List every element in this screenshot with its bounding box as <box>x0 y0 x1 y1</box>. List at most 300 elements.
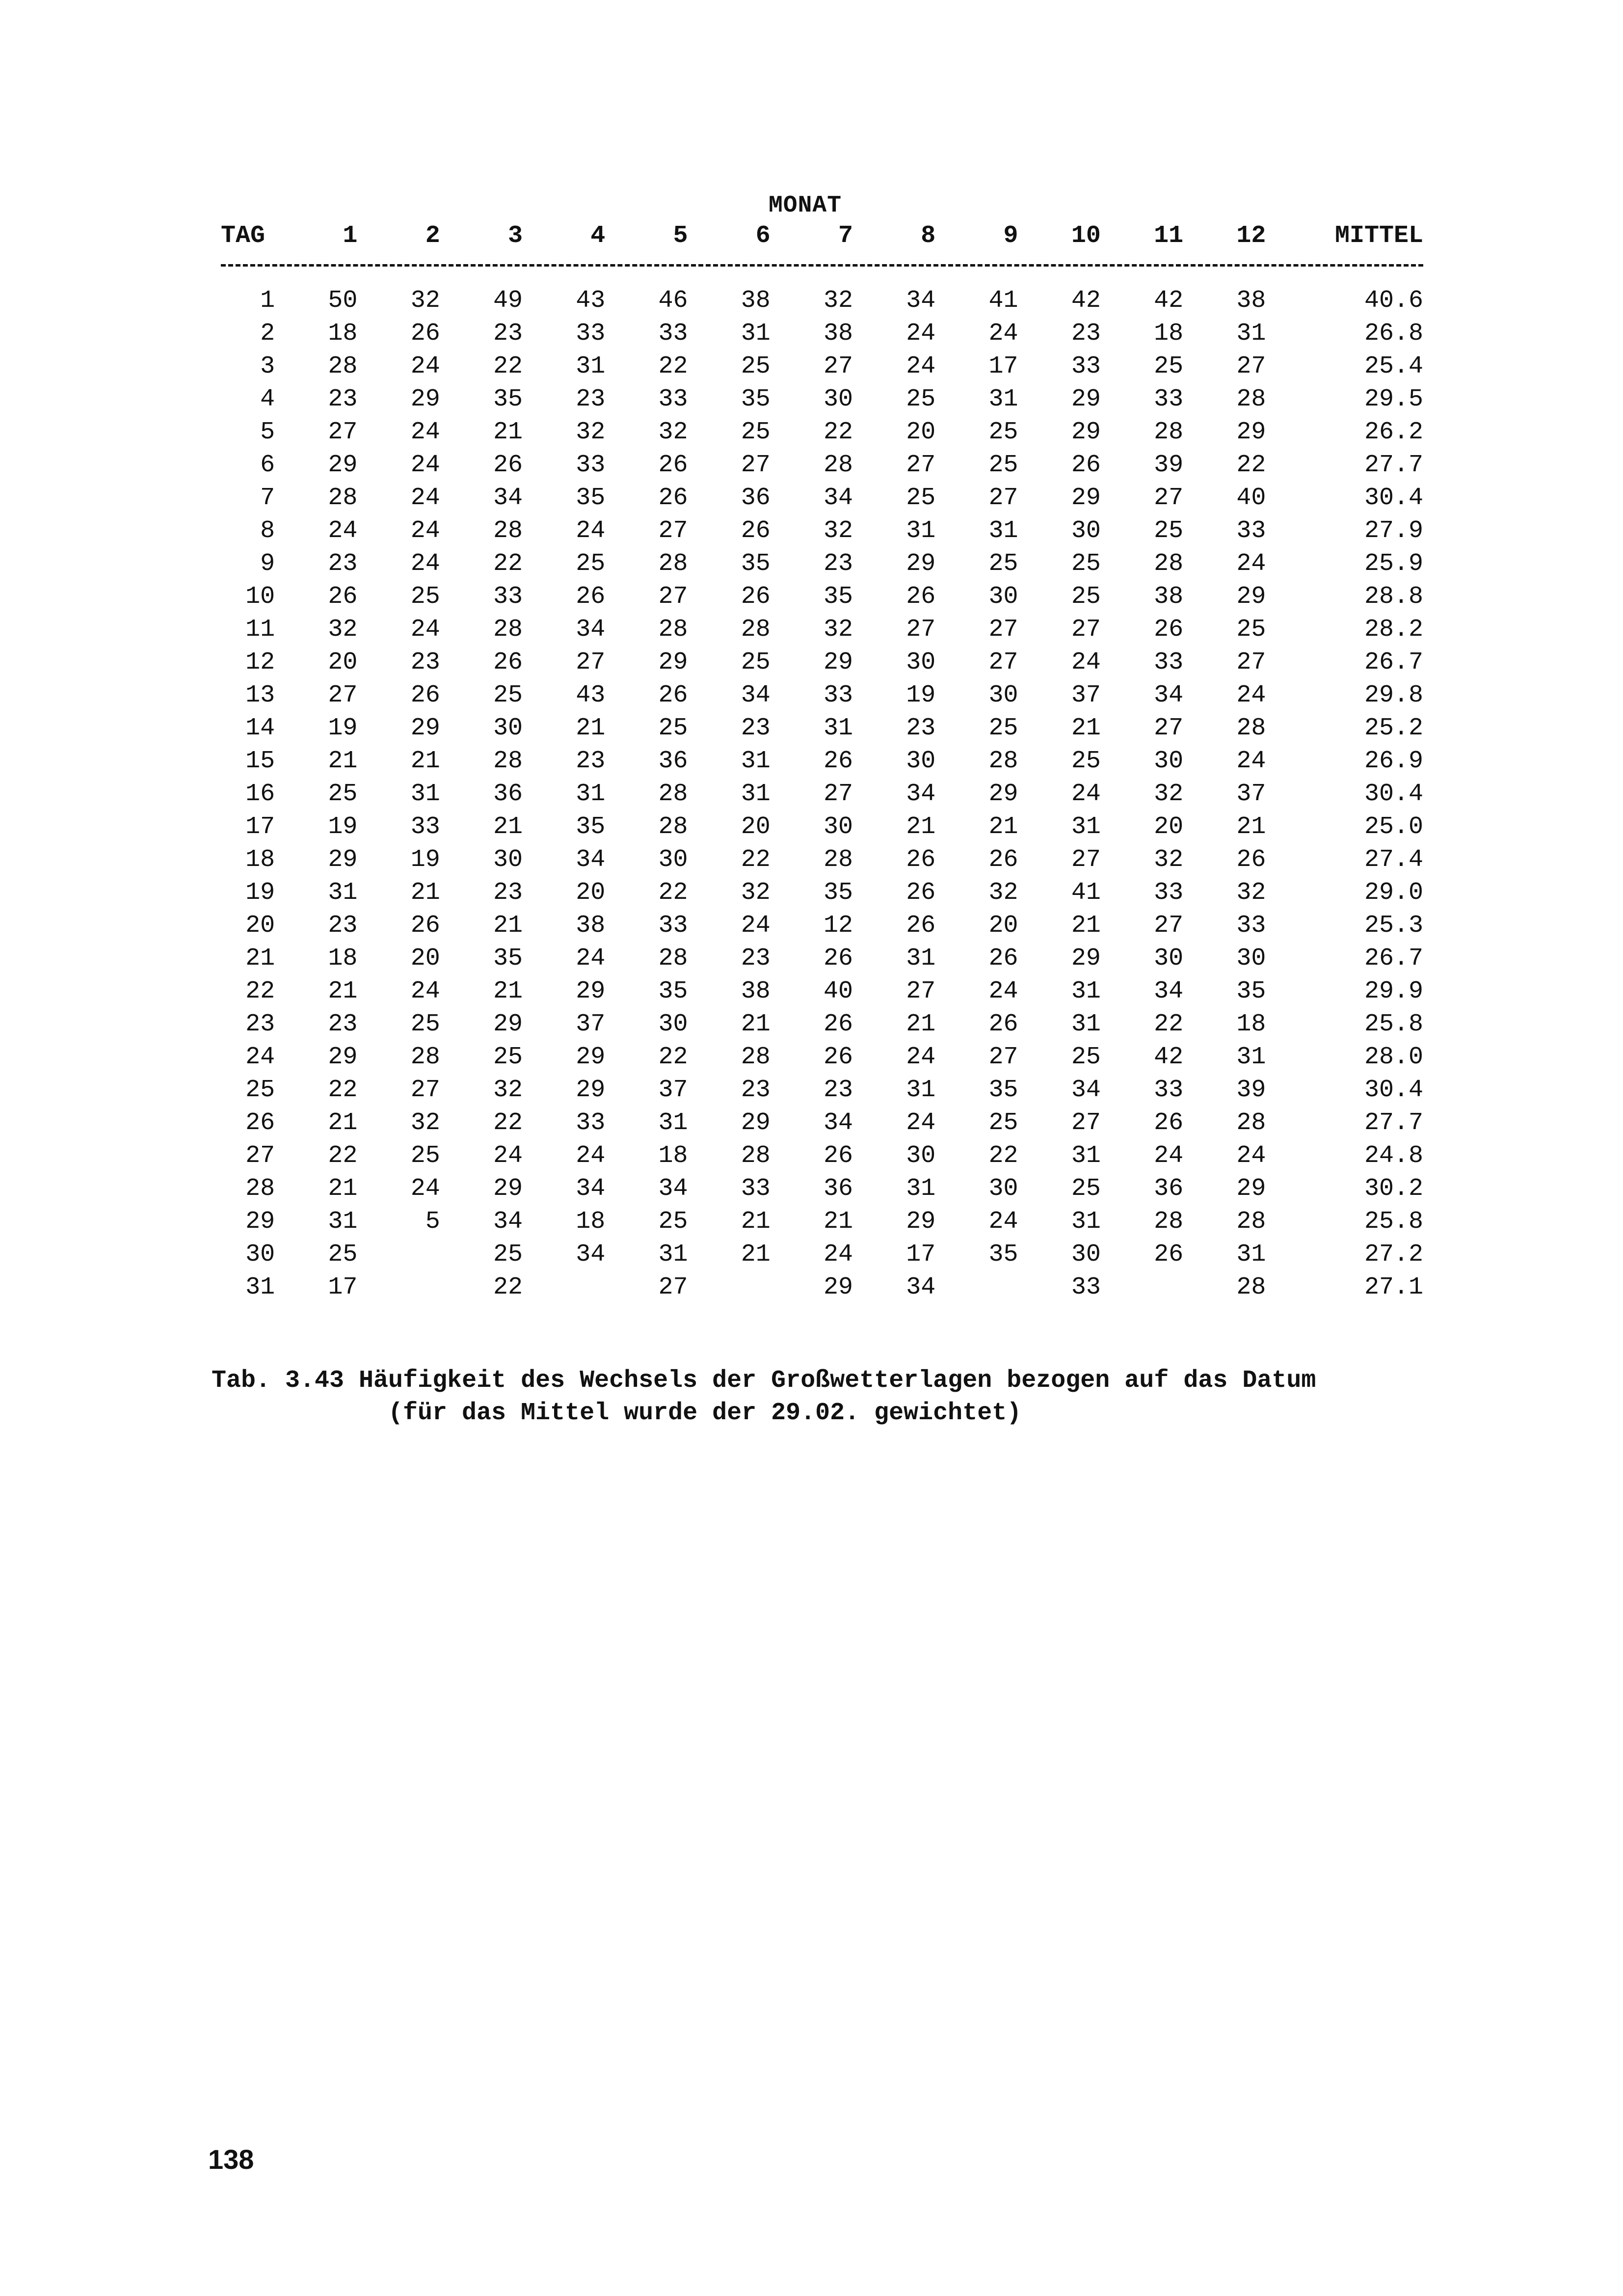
table-row <box>221 975 1423 1008</box>
table-row <box>221 876 1423 909</box>
value-cell: 24 <box>988 320 1018 348</box>
value-cell: 31 <box>1236 1043 1266 1071</box>
value-cell: 26 <box>658 681 688 709</box>
mean-cell: 25.3 <box>1364 912 1423 940</box>
value-cell: 33 <box>410 813 440 841</box>
value-cell: 31 <box>1071 813 1101 841</box>
value-cell: 30 <box>988 681 1018 709</box>
value-cell: 27 <box>906 451 936 479</box>
value-cell: 39 <box>1154 451 1184 479</box>
value-cell: 31 <box>328 879 358 907</box>
value-cell: 26 <box>493 648 523 676</box>
day-cell: 2 <box>260 320 275 348</box>
table-row <box>221 449 1423 482</box>
value-cell <box>1101 1271 1183 1304</box>
value-cell: 25 <box>493 1043 523 1071</box>
day-cell: 27 <box>245 1142 275 1170</box>
value-cell: 21 <box>410 747 440 775</box>
value-cell: 32 <box>328 616 358 644</box>
value-cell: 21 <box>1071 714 1101 742</box>
mean-cell: 26.7 <box>1364 648 1423 676</box>
value-cell: 33 <box>1154 879 1184 907</box>
value-cell: 24 <box>906 1109 936 1137</box>
value-cell: 27 <box>988 1043 1018 1071</box>
value-cell: 35 <box>988 1241 1018 1269</box>
mean-cell: 29.8 <box>1364 681 1423 709</box>
table-row <box>221 1041 1423 1074</box>
value-cell: 27 <box>906 977 936 1005</box>
value-cell: 23 <box>576 747 606 775</box>
value-cell: 29 <box>576 977 606 1005</box>
table-row <box>221 482 1423 514</box>
day-cell: 31 <box>245 1273 275 1301</box>
value-cell: 24 <box>988 1208 1018 1236</box>
table-row <box>221 909 1423 942</box>
value-cell: 20 <box>410 945 440 972</box>
value-cell: 26 <box>1154 616 1184 644</box>
value-cell: 36 <box>824 1175 853 1203</box>
value-cell: 21 <box>328 977 358 1005</box>
value-cell: 24 <box>1236 747 1266 775</box>
value-cell: 33 <box>1236 517 1266 545</box>
month-column-header: 10 <box>1071 221 1101 250</box>
day-cell: 26 <box>245 1109 275 1137</box>
value-cell: 36 <box>741 484 771 512</box>
mean-cell: 27.9 <box>1364 517 1423 545</box>
value-cell: 43 <box>576 681 606 709</box>
day-cell: 23 <box>245 1010 275 1038</box>
value-cell <box>688 1271 771 1304</box>
value-cell: 23 <box>493 320 523 348</box>
value-cell: 26 <box>741 517 771 545</box>
value-cell: 24 <box>1236 550 1266 578</box>
table-row <box>221 942 1423 975</box>
value-cell: 49 <box>493 287 523 315</box>
month-column-header: 3 <box>507 221 523 250</box>
value-cell: 40 <box>1236 484 1266 512</box>
value-cell: 21 <box>493 977 523 1005</box>
value-cell: 26 <box>658 451 688 479</box>
value-cell: 35 <box>493 945 523 972</box>
value-cell: 21 <box>328 747 358 775</box>
value-cell: 26 <box>1071 451 1101 479</box>
value-cell: 31 <box>576 352 606 380</box>
value-cell: 34 <box>906 287 936 315</box>
value-cell: 20 <box>576 879 606 907</box>
value-cell: 25 <box>1071 1175 1101 1203</box>
month-group-header: MONAT <box>769 192 842 219</box>
value-cell: 26 <box>988 846 1018 874</box>
value-cell: 31 <box>824 714 853 742</box>
table-row <box>221 712 1423 745</box>
value-cell: 27 <box>658 1273 688 1301</box>
value-cell: 24 <box>988 977 1018 1005</box>
day-cell: 22 <box>245 977 275 1005</box>
value-cell: 26 <box>741 583 771 611</box>
month-column-header: 11 <box>1154 221 1184 250</box>
value-cell: 36 <box>1154 1175 1184 1203</box>
value-cell: 33 <box>824 681 853 709</box>
value-cell: 42 <box>1154 287 1184 315</box>
value-cell: 19 <box>328 714 358 742</box>
value-cell: 22 <box>658 879 688 907</box>
value-cell: 46 <box>658 287 688 315</box>
value-cell: 31 <box>988 517 1018 545</box>
table-row <box>221 810 1423 843</box>
value-cell: 25 <box>328 780 358 808</box>
value-cell: 24 <box>493 1142 523 1170</box>
value-cell: 25 <box>988 550 1018 578</box>
value-cell: 23 <box>328 550 358 578</box>
value-cell: 28 <box>658 813 688 841</box>
value-cell: 35 <box>741 550 771 578</box>
month-column-header: 4 <box>590 221 606 250</box>
value-cell: 24 <box>1236 1142 1266 1170</box>
value-cell: 25 <box>906 385 936 413</box>
table-row <box>221 1172 1423 1205</box>
mean-cell: 40.6 <box>1364 287 1423 315</box>
value-cell: 24 <box>410 451 440 479</box>
value-cell: 27 <box>741 451 771 479</box>
value-cell: 23 <box>410 648 440 676</box>
value-cell: 23 <box>824 550 853 578</box>
mean-cell: 29.0 <box>1364 879 1423 907</box>
value-cell: 31 <box>741 780 771 808</box>
value-cell: 29 <box>576 1076 606 1104</box>
value-cell: 25 <box>328 1241 358 1269</box>
table-row <box>221 383 1423 416</box>
value-cell: 28 <box>658 550 688 578</box>
value-cell: 28 <box>824 451 853 479</box>
value-cell: 23 <box>741 945 771 972</box>
value-cell: 24 <box>410 1175 440 1203</box>
value-cell: 20 <box>906 418 936 446</box>
value-cell: 33 <box>741 1175 771 1203</box>
value-cell: 29 <box>1071 945 1101 972</box>
value-cell: 35 <box>658 977 688 1005</box>
value-cell: 33 <box>576 1109 606 1137</box>
value-cell: 34 <box>576 1241 606 1269</box>
value-cell: 28 <box>1236 385 1266 413</box>
value-cell: 25 <box>741 648 771 676</box>
value-cell: 24 <box>741 912 771 940</box>
value-cell: 28 <box>658 616 688 644</box>
value-cell: 21 <box>741 1241 771 1269</box>
value-cell: 23 <box>328 1010 358 1038</box>
value-cell: 25 <box>1071 747 1101 775</box>
table-row <box>221 416 1423 449</box>
value-cell: 25 <box>1154 352 1184 380</box>
day-cell: 12 <box>245 648 275 676</box>
day-cell: 20 <box>245 912 275 940</box>
value-cell: 37 <box>1236 780 1266 808</box>
value-cell: 32 <box>410 1109 440 1137</box>
mean-cell: 26.9 <box>1364 747 1423 775</box>
month-column-header: 9 <box>1003 221 1018 250</box>
value-cell: 17 <box>988 352 1018 380</box>
value-cell: 20 <box>741 813 771 841</box>
table-row <box>221 613 1423 646</box>
day-cell: 14 <box>245 714 275 742</box>
table-row <box>221 1238 1423 1271</box>
value-cell: 34 <box>1071 1076 1101 1104</box>
value-cell: 38 <box>824 320 853 348</box>
value-cell: 12 <box>824 912 853 940</box>
value-cell: 31 <box>1071 977 1101 1005</box>
value-cell: 19 <box>410 846 440 874</box>
table-row <box>221 778 1423 810</box>
value-cell: 35 <box>741 385 771 413</box>
value-cell: 28 <box>1236 714 1266 742</box>
month-column-header: 6 <box>755 221 771 250</box>
value-cell: 26 <box>906 879 936 907</box>
value-cell: 29 <box>988 780 1018 808</box>
value-cell: 33 <box>1071 352 1101 380</box>
value-cell: 27 <box>1236 352 1266 380</box>
value-cell: 21 <box>410 879 440 907</box>
value-cell: 28 <box>410 1043 440 1071</box>
value-cell: 29 <box>493 1010 523 1038</box>
value-cell: 32 <box>1236 879 1266 907</box>
mean-cell: 24.8 <box>1364 1142 1423 1170</box>
value-cell: 26 <box>906 846 936 874</box>
value-cell: 27 <box>988 484 1018 512</box>
value-cell: 27 <box>1154 484 1184 512</box>
value-cell: 29 <box>824 648 853 676</box>
value-cell: 21 <box>328 1109 358 1137</box>
value-cell: 24 <box>906 320 936 348</box>
value-cell: 30 <box>1071 1241 1101 1269</box>
value-cell: 31 <box>1071 1208 1101 1236</box>
value-cell: 28 <box>493 517 523 545</box>
value-cell: 25 <box>1071 1043 1101 1071</box>
value-cell: 24 <box>1154 1142 1184 1170</box>
value-cell: 22 <box>1154 1010 1184 1038</box>
value-cell: 21 <box>988 813 1018 841</box>
value-cell: 18 <box>1154 320 1184 348</box>
value-cell: 31 <box>988 385 1018 413</box>
value-cell: 27 <box>1236 648 1266 676</box>
value-cell: 33 <box>1154 648 1184 676</box>
mean-cell: 29.5 <box>1364 385 1423 413</box>
value-cell: 26 <box>906 583 936 611</box>
value-cell: 28 <box>1154 418 1184 446</box>
value-cell: 25 <box>658 714 688 742</box>
tag-column-header: TAG <box>221 221 266 250</box>
value-cell: 27 <box>1154 714 1184 742</box>
mean-cell: 27.1 <box>1364 1273 1423 1301</box>
mean-cell: 30.4 <box>1364 484 1423 512</box>
value-cell: 30 <box>988 583 1018 611</box>
caption-line-2: (für das Mittel wurde der 29.02. gewichtet) <box>388 1399 1022 1427</box>
value-cell: 22 <box>741 846 771 874</box>
value-cell: 24 <box>328 517 358 545</box>
value-cell: 41 <box>1071 879 1101 907</box>
value-cell: 31 <box>1236 320 1266 348</box>
value-cell: 20 <box>988 912 1018 940</box>
value-cell: 26 <box>410 681 440 709</box>
value-cell: 50 <box>328 287 358 315</box>
value-cell: 30 <box>658 846 688 874</box>
value-cell: 33 <box>658 385 688 413</box>
value-cell: 23 <box>906 714 936 742</box>
value-cell: 32 <box>658 418 688 446</box>
value-cell: 27 <box>906 616 936 644</box>
caption-line-1: Tab. 3.43 Häufigkeit des Wechsels der Großwetterlagen bezogen auf das Datum <box>212 1367 1316 1395</box>
value-cell: 35 <box>824 879 853 907</box>
day-cell: 10 <box>245 583 275 611</box>
value-cell: 25 <box>576 550 606 578</box>
value-cell: 32 <box>824 616 853 644</box>
value-cell: 26 <box>576 583 606 611</box>
value-cell: 28 <box>328 484 358 512</box>
value-cell: 21 <box>493 912 523 940</box>
value-cell: 26 <box>988 1010 1018 1038</box>
value-cell: 26 <box>328 583 358 611</box>
value-cell: 30 <box>658 1010 688 1038</box>
value-cell: 37 <box>658 1076 688 1104</box>
value-cell: 25 <box>988 451 1018 479</box>
value-cell: 28 <box>493 747 523 775</box>
value-cell: 17 <box>328 1273 358 1301</box>
value-cell: 32 <box>410 287 440 315</box>
value-cell: 28 <box>328 352 358 380</box>
value-cell: 21 <box>328 1175 358 1203</box>
value-cell: 25 <box>410 1142 440 1170</box>
value-cell: 29 <box>328 846 358 874</box>
table-row <box>221 580 1423 613</box>
value-cell <box>357 1271 440 1304</box>
mean-cell: 27.7 <box>1364 451 1423 479</box>
value-cell: 26 <box>1236 846 1266 874</box>
mean-cell: 25.8 <box>1364 1208 1423 1236</box>
value-cell: 29 <box>1236 1175 1266 1203</box>
value-cell: 23 <box>328 385 358 413</box>
value-cell: 18 <box>576 1208 606 1236</box>
value-cell: 25 <box>493 681 523 709</box>
month-column-header: 5 <box>673 221 688 250</box>
value-cell: 30 <box>1071 517 1101 545</box>
value-cell: 25 <box>1236 616 1266 644</box>
value-cell: 35 <box>1236 977 1266 1005</box>
table-row <box>221 317 1423 350</box>
mean-cell: 30.4 <box>1364 780 1423 808</box>
day-cell: 28 <box>245 1175 275 1203</box>
value-cell: 37 <box>1071 681 1101 709</box>
value-cell: 21 <box>741 1010 771 1038</box>
value-cell: 18 <box>328 945 358 972</box>
value-cell: 34 <box>824 1109 853 1137</box>
value-cell: 29 <box>1071 484 1101 512</box>
value-cell: 25 <box>1071 583 1101 611</box>
value-cell <box>935 1271 1018 1304</box>
value-cell: 34 <box>824 484 853 512</box>
day-cell: 16 <box>245 780 275 808</box>
value-cell: 29 <box>1236 583 1266 611</box>
value-cell: 34 <box>1154 681 1184 709</box>
value-cell: 29 <box>328 451 358 479</box>
value-cell: 23 <box>493 879 523 907</box>
value-cell: 27 <box>658 517 688 545</box>
value-cell: 27 <box>824 352 853 380</box>
value-cell: 25 <box>1154 517 1184 545</box>
value-cell: 30 <box>1154 945 1184 972</box>
value-cell: 33 <box>493 583 523 611</box>
value-cell: 24 <box>906 352 936 380</box>
value-cell: 32 <box>493 1076 523 1104</box>
value-cell: 18 <box>1236 1010 1266 1038</box>
value-cell: 20 <box>1154 813 1184 841</box>
day-cell: 13 <box>245 681 275 709</box>
table-row <box>221 745 1423 778</box>
table-row <box>221 679 1423 712</box>
value-cell: 33 <box>576 320 606 348</box>
value-cell: 31 <box>906 945 936 972</box>
value-cell: 35 <box>988 1076 1018 1104</box>
value-cell: 20 <box>328 648 358 676</box>
value-cell: 23 <box>328 912 358 940</box>
value-cell: 35 <box>576 484 606 512</box>
value-cell: 33 <box>1236 912 1266 940</box>
value-cell: 23 <box>1071 320 1101 348</box>
value-cell: 24 <box>410 484 440 512</box>
value-cell: 22 <box>658 352 688 380</box>
value-cell: 36 <box>493 780 523 808</box>
day-cell: 30 <box>245 1241 275 1269</box>
value-cell: 40 <box>824 977 853 1005</box>
value-cell: 30 <box>988 1175 1018 1203</box>
value-cell: 28 <box>1236 1208 1266 1236</box>
value-cell: 29 <box>410 714 440 742</box>
frequency-table <box>221 220 1423 1304</box>
value-cell: 26 <box>493 451 523 479</box>
value-cell: 24 <box>1071 648 1101 676</box>
value-cell: 32 <box>824 287 853 315</box>
value-cell: 33 <box>658 912 688 940</box>
table-row <box>221 1074 1423 1107</box>
value-cell: 26 <box>1154 1241 1184 1269</box>
value-cell: 42 <box>1154 1043 1184 1071</box>
day-cell: 9 <box>260 550 275 578</box>
value-cell: 29 <box>741 1109 771 1137</box>
value-cell: 25 <box>493 1241 523 1269</box>
value-cell: 34 <box>658 1175 688 1203</box>
value-cell: 25 <box>1071 550 1101 578</box>
mean-cell: 27.7 <box>1364 1109 1423 1137</box>
value-cell: 33 <box>1071 1273 1101 1301</box>
value-cell: 30 <box>1154 747 1184 775</box>
value-cell: 24 <box>1071 780 1101 808</box>
day-cell: 11 <box>245 616 275 644</box>
value-cell: 31 <box>1071 1142 1101 1170</box>
mean-cell: 26.8 <box>1364 320 1423 348</box>
day-cell: 6 <box>260 451 275 479</box>
table-row <box>221 1008 1423 1041</box>
value-cell: 31 <box>410 780 440 808</box>
mean-cell: 25.2 <box>1364 714 1423 742</box>
value-cell: 32 <box>741 879 771 907</box>
value-cell: 22 <box>824 418 853 446</box>
value-cell: 30 <box>824 385 853 413</box>
value-cell: 18 <box>658 1142 688 1170</box>
value-cell: 36 <box>658 747 688 775</box>
page-number: 138 <box>208 2144 254 2175</box>
value-cell: 31 <box>906 1076 936 1104</box>
value-cell: 39 <box>1236 1076 1266 1104</box>
value-cell: 25 <box>906 484 936 512</box>
value-cell: 31 <box>1071 1010 1101 1038</box>
value-cell: 24 <box>410 616 440 644</box>
